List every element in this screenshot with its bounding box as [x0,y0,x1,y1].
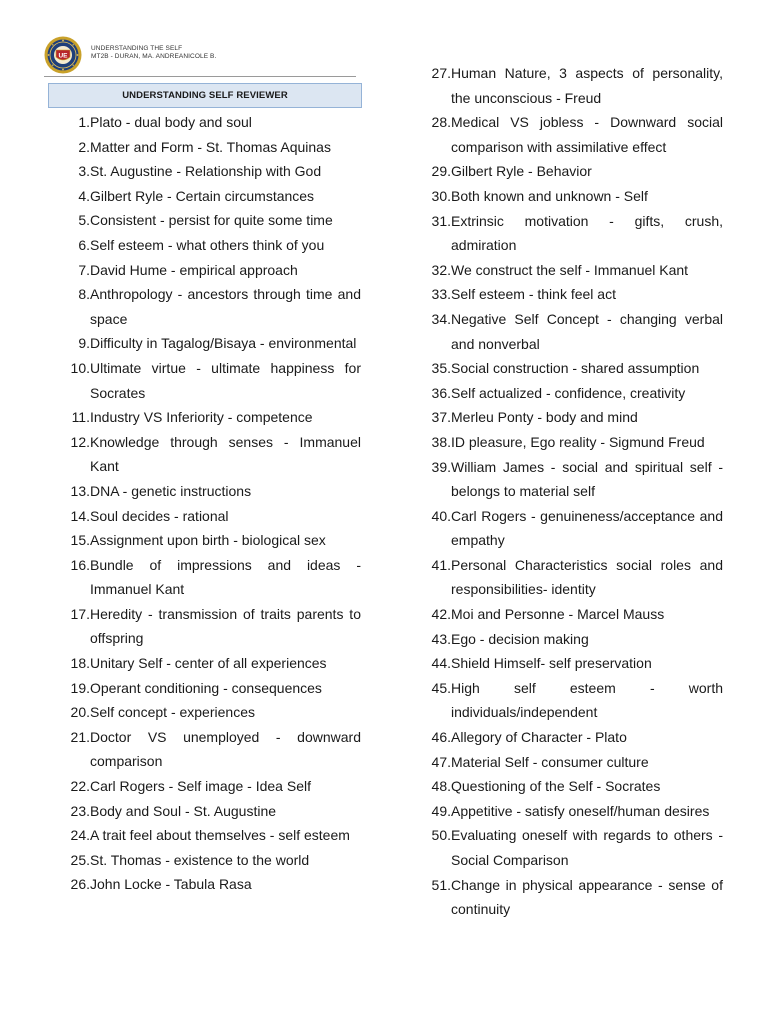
item-text: Human Nature, 3 aspects of personality, the unconscious - Freud [451,65,723,106]
document-header [44,36,356,76]
item-text: Shield Himself- self preservation [451,655,652,672]
list-item [58,725,361,774]
list-item [419,405,723,430]
list-item [58,331,361,356]
item-number: 15. [70,532,90,549]
item-number: 18. [70,655,90,672]
item-text: Gilbert Ryle - Certain circumstances [90,187,315,204]
item-text: DNA - genetic instructions [90,482,252,499]
list-item [419,209,723,258]
document-title: UNDERSTANDING SELF REVIEWER [48,83,362,108]
list-item [58,553,361,602]
item-text: Self concept - experiences [90,704,255,721]
item-text: Difficulty in Tagalog/Bisaya - environmental [90,335,357,352]
item-text: High self esteem - worth individuals/independent [451,679,723,721]
item-text: Gilbert Ryle - Behavior [451,163,592,180]
list-item [419,750,723,775]
list-item [419,282,723,307]
list-item [58,479,361,504]
item-text: Ego - decision making [451,630,589,647]
item-number: 32. [431,261,451,278]
seal-monogram: UE [58,52,68,60]
item-text: Operant conditioning - consequences [90,679,322,696]
item-number: 44. [431,655,451,672]
item-text: Plato - dual body and soul [90,114,252,130]
item-text: A trait feel about themselves - self esteem [90,827,350,844]
item-number: 12. [70,433,90,450]
item-text: Medical VS jobless - Downward social comparison with assimilative effect [451,114,723,155]
item-text: Negative Self Concept - changing verbal and nonverbal [451,310,723,352]
item-number: 8. [78,286,90,303]
item-number: 10. [70,359,90,376]
item-number: 34. [431,310,451,327]
list-item [58,258,361,283]
list-item [58,110,361,135]
item-number: 30. [431,187,451,204]
header-text [91,45,216,61]
item-number: 25. [70,851,90,868]
list-item [419,110,723,159]
item-text: Body and Soul - St. Augustine [90,802,277,819]
item-number: 40. [431,507,451,524]
list-item [58,282,361,331]
list-item [58,823,361,848]
item-number: 51. [431,876,451,893]
list-item [419,356,723,381]
list-item [58,135,361,160]
item-number: 2. [78,138,90,155]
item-number: 26. [70,876,90,893]
list-item [58,528,361,553]
item-number: 45. [431,679,451,696]
item-number: 11. [71,409,90,426]
item-number: 33. [431,286,451,303]
list-item [58,872,361,897]
item-text: Bundle of impressions and ideas - Immanuel Kant [90,556,361,598]
item-text: Ultimate virtue - ultimate happiness for Socrates [90,359,361,401]
list-item [419,307,723,356]
item-number: 41. [431,556,451,573]
item-text: Consistent - persist for quite some time [90,212,333,229]
list-item [419,627,723,652]
list-item [419,725,723,750]
item-text: Allegory of Character - Plato [451,729,627,746]
header-divider [44,76,356,77]
item-text: Change in physical appearance - sense of continuity [451,876,723,918]
item-number: 14. [70,507,90,524]
item-number: 42. [431,606,451,623]
item-text: Merleu Ponty - body and mind [451,409,638,426]
item-number: 28. [431,114,451,131]
item-text: John Locke - Tabula Rasa [90,876,252,893]
item-text: Matter and Form - St. Thomas Aquinas [90,138,331,155]
item-number: 48. [431,778,451,795]
item-text: Self actualized - confidence, creativity [451,384,686,401]
list-item [58,233,361,258]
list-item [419,504,723,553]
item-number: 37. [431,409,451,426]
item-text: Appetitive - satisfy oneself/human desires [451,802,710,819]
list-item [58,774,361,799]
item-number: 13. [70,482,90,499]
list-item [58,430,361,479]
item-number: 19. [70,679,90,696]
item-number: 20. [70,704,90,721]
item-number: 24. [70,827,90,844]
university-seal-logo [44,36,82,74]
list-item [419,381,723,406]
list-item [58,651,361,676]
list-item [58,602,361,651]
item-text: St. Thomas - existence to the world [90,851,310,868]
list-item [419,430,723,455]
list-item [419,676,723,725]
item-text: Self esteem - what others think of you [90,236,325,253]
item-text: David Hume - empirical approach [90,261,298,278]
list-item [419,823,723,872]
item-number: 1. [78,114,90,130]
item-text: Carl Rogers - genuineness/acceptance and empathy [451,507,723,549]
list-item [419,774,723,799]
item-number: 16. [70,556,90,573]
list-item [419,184,723,209]
list-item [58,208,361,233]
item-number: 43. [431,630,451,647]
item-number: 36. [431,384,451,401]
item-text: Soul decides - rational [90,507,229,524]
item-text: Both known and unknown - Self [451,187,648,204]
item-number: 35. [431,360,451,377]
item-text: Knowledge through senses - Immanuel Kant [90,433,361,475]
item-text: Self esteem - think feel act [451,286,616,303]
item-text: Unitary Self - center of all experiences [90,655,327,672]
item-number: 46. [431,729,451,746]
item-number: 21. [70,728,90,745]
item-text: We construct the self - Immanuel Kant [451,261,689,278]
list-item [419,602,723,627]
item-text: Anthropology - ancestors through time and space [90,286,361,327]
item-text: William James - social and spiritual self - belongs to material self [451,458,723,500]
item-text: Industry VS Inferiority - competence [90,409,313,426]
reviewer-list-right [419,61,723,922]
list-item [419,455,723,504]
item-text: Social construction - shared assumption [451,360,700,377]
item-number: 29. [431,163,451,180]
item-number: 17. [70,605,90,622]
list-item [419,258,723,283]
item-text: Material Self - consumer culture [451,753,649,770]
item-text: Questioning of the Self - Socrates [451,778,661,795]
list-item [58,799,361,824]
item-text: Assignment upon birth - biological sex [90,532,326,549]
list-item [58,184,361,209]
list-item [419,159,723,184]
list-item [419,553,723,602]
item-number: 3. [78,163,90,180]
item-text: ID pleasure, Ego reality - Sigmund Freud [451,433,705,450]
item-number: 9. [78,335,90,352]
list-item [58,676,361,701]
list-item [58,405,361,430]
list-item [58,504,361,529]
item-text: Heredity - transmission of traits parents to offspring [90,605,361,647]
list-item [419,651,723,676]
item-number: 39. [431,458,451,475]
item-text: Moi and Personne - Marcel Mauss [451,606,665,623]
item-number: 6. [78,236,90,253]
item-number: 5. [78,212,90,229]
item-number: 7. [78,261,90,278]
list-item [419,61,723,110]
item-number: 4. [78,187,90,204]
item-number: 47. [431,753,451,770]
item-text: Personal Characteristics social roles and responsibilities- identity [451,556,723,598]
item-number: 23. [70,802,90,819]
list-item [58,159,361,184]
course-title: UNDERSTANDING THE SELF [91,45,183,52]
item-text: Extrinsic motivation - gifts, crush, admiration [451,212,723,254]
student-name: MT2B - DURAN, MA. ANDREANICOLE B. [91,53,217,60]
item-number: 38. [431,433,451,450]
list-item [419,799,723,824]
item-number: 27. [431,65,451,81]
list-item [58,356,361,405]
item-number: 31. [431,212,451,229]
reviewer-list-left [58,110,361,897]
item-number: 50. [431,827,451,844]
item-text: Evaluating oneself with regards to others - Social Comparison [451,827,723,868]
list-item [58,700,361,725]
item-text: Doctor VS unemployed - downward comparison [90,728,361,770]
item-text: Carl Rogers - Self image - Idea Self [90,778,311,795]
item-number: 22. [70,778,90,795]
list-item [419,873,723,922]
list-item [58,848,361,873]
item-text: St. Augustine - Relationship with God [90,163,322,180]
item-number: 49. [431,802,451,819]
